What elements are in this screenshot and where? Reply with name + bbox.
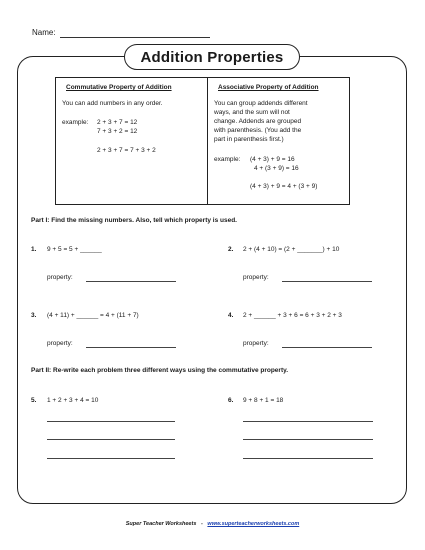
problem-text: (4 + 11) + ______ = 4 + (11 + 7) xyxy=(47,312,139,319)
associative-heading: Associative Property of Addition xyxy=(218,84,319,91)
page-title-text: Addition Properties xyxy=(140,48,284,66)
property-answer-line[interactable] xyxy=(282,281,372,282)
problem-text: 9 + 8 + 1 = 18 xyxy=(243,397,284,404)
rewrite-answer-line[interactable] xyxy=(243,458,373,459)
rewrite-answer-line[interactable] xyxy=(243,421,373,422)
commutative-heading: Commutative Property of Addition xyxy=(66,84,172,91)
problem-text: 1 + 2 + 3 + 4 = 10 xyxy=(47,397,99,404)
property-label: property: xyxy=(243,340,269,347)
problem-text: 9 + 5 = 5 + ______ xyxy=(47,246,102,253)
property-label: property: xyxy=(47,340,73,347)
rewrite-answer-line[interactable] xyxy=(243,439,373,440)
part-2-heading: Part II: Re-write each problem three different ways using the commutative property. xyxy=(31,367,289,374)
associative-example-line-2: 4 + (3 + 9) = 16 xyxy=(254,165,299,172)
footer-url-link[interactable]: www.superteacherworksheets.com xyxy=(207,521,300,527)
problem-number: 6. xyxy=(228,397,234,404)
rewrite-answer-line[interactable] xyxy=(47,421,175,422)
problem-text: 2 + ______ + 3 + 6 = 6 + 3 + 2 + 3 xyxy=(243,312,342,319)
property-label: property: xyxy=(47,274,73,281)
property-answer-line[interactable] xyxy=(86,347,176,348)
properties-divider xyxy=(207,77,208,205)
associative-desc-line-2: ways, and the sum will not xyxy=(214,109,290,116)
problem-number: 1. xyxy=(31,246,37,253)
property-answer-line[interactable] xyxy=(86,281,176,282)
rewrite-answer-line[interactable] xyxy=(47,458,175,459)
problem-number: 3. xyxy=(31,312,37,319)
footer-brand: Super Teacher Worksheets xyxy=(125,521,197,527)
associative-summary: (4 + 3) + 9 = 4 + (3 + 9) xyxy=(250,183,318,190)
associative-desc-line-3: change. Addends are grouped xyxy=(214,118,302,125)
property-answer-line[interactable] xyxy=(282,347,372,348)
associative-desc-line-5: part in parenthesis first.) xyxy=(214,136,284,143)
property-label: property: xyxy=(243,274,269,281)
rewrite-answer-line[interactable] xyxy=(47,439,175,440)
commutative-example-line-1: 2 + 3 + 7 = 12 xyxy=(97,119,138,126)
footer xyxy=(0,521,425,527)
problem-number: 2. xyxy=(228,246,234,253)
commutative-description: You can add numbers in any order. xyxy=(62,100,163,107)
footer-separator: - xyxy=(200,521,203,527)
associative-desc-line-1: You can group addends different xyxy=(214,100,308,107)
problem-number: 4. xyxy=(228,312,234,319)
page-title xyxy=(124,44,300,70)
commutative-example-line-2: 7 + 3 + 2 = 12 xyxy=(97,128,138,135)
name-label: Name: xyxy=(32,28,56,37)
associative-example-line-1: (4 + 3) + 9 = 16 xyxy=(250,156,295,163)
part-1-heading: Part I: Find the missing numbers. Also, tell which property is used. xyxy=(31,217,237,224)
associative-desc-line-4: with parenthesis. (You add the xyxy=(214,127,302,134)
associative-example-label: example: xyxy=(214,156,241,163)
name-field-line[interactable] xyxy=(60,37,210,38)
commutative-summary: 2 + 3 + 7 = 7 + 3 + 2 xyxy=(97,147,156,154)
problem-text: 2 + (4 + 10) = (2 + _______) + 10 xyxy=(243,246,340,253)
problem-number: 5. xyxy=(31,397,37,404)
commutative-example-label: example: xyxy=(62,119,89,126)
